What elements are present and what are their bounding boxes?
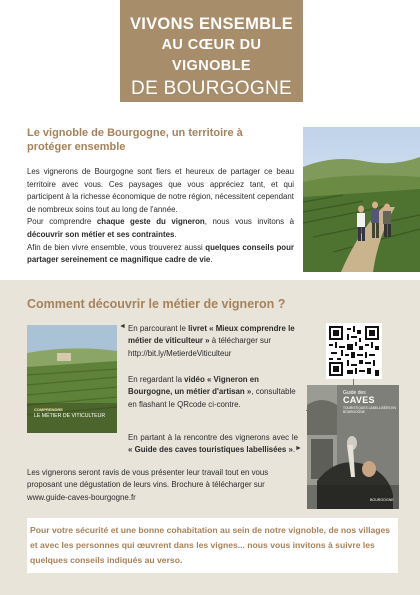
title-line-2: AU CŒUR DU VIGNOBLE: [161, 37, 262, 74]
cellar-brochure-text: Les vignerons seront ravis de vous présenter leur travail tout en vous proposant une dégustation de leurs vins. Brochure à télécharger sur www.guide-caves-bourgogne.fr: [27, 468, 269, 502]
viticulture-booklet-cover: [27, 325, 117, 433]
cellar-guide-link[interactable]: www.guide-caves-bourgogne.fr: [27, 492, 136, 502]
cellar-guide-cover: [307, 385, 399, 509]
booklet-link[interactable]: http://bit.ly/MetierdeViticulteur: [128, 348, 232, 358]
cellar-guide-text: En partant à la rencontre des vignerons avec le « Guide des caves touristiques labellisées ».: [128, 433, 298, 455]
intro-paragraph-1: Les vignerons de Bourgogne sont fiers et heureux de partager ce beau territoire avec vous. Ces paysages que vous appréciez tant, et qui participent à la richesse économique de notre région, nécessitent cependant de nombreux soins tout au long de l'année.: [27, 167, 294, 214]
intro-paragraph-3: Afin de bien vivre ensemble, vous trouverez aussi quelques conseils pour partager sereinement ce magnifique cadre de vie.: [27, 242, 294, 265]
title-banner: [120, 0, 303, 102]
booklet-label-top: COMPRENDRE: [34, 407, 63, 412]
cellar-guide-line3: TOURISTIQUES LABELLISÉES EN BOURGOGNE: [343, 406, 396, 414]
section-heading-discover: Comment découvrir le métier de vigneron ?: [27, 297, 286, 311]
hikers-vineyard-photo: [303, 127, 420, 272]
safety-notice-text: Pour votre sécurité et une bonne cohabitation au sein de notre vignoble, de nos villages et avec les personnes qui œuvrent dans les vignes... nous vous invitons à suivre les quelques conseils indiqués au verso.: [30, 525, 391, 565]
bourgogne-logo: BOURGOGNE: [370, 498, 394, 502]
video-text: En regardant la vidéo « Vigneron en Bourgogne, un métier d'artisan », consultable en flashant le QRcode ci-contre.: [128, 375, 296, 409]
title-line-1: VIVONS ENSEMBLE: [129, 15, 294, 33]
arrow-left-icon: ◄: [119, 323, 126, 330]
title-line-3: DE BOURGOGNE: [131, 78, 292, 99]
intro-body: [27, 166, 294, 267]
intro-paragraph-2: Pour comprendre chaque geste du vigneron, nous vous invitons à découvrir son métier et ses contraintes.: [27, 217, 295, 239]
safety-notice-box: [27, 518, 398, 573]
arrow-right-icon: ►: [295, 445, 302, 452]
booklet-label-title: LE MÉTIER DE VITICULTEUR: [34, 413, 106, 419]
cellar-guide-line1: Guide des: [343, 390, 366, 396]
cellar-guide-line2: CAVES: [343, 395, 375, 405]
qr-code-icon[interactable]: [326, 323, 382, 379]
booklet-text: En parcourant le livret « Mieux comprendre le métier de viticulteur » à télécharger sur http://bit.ly/MetierdeViticulteur: [128, 324, 295, 358]
intro-heading: Le vignoble de Bourgogne, un territoire à protéger ensemble: [27, 127, 243, 153]
